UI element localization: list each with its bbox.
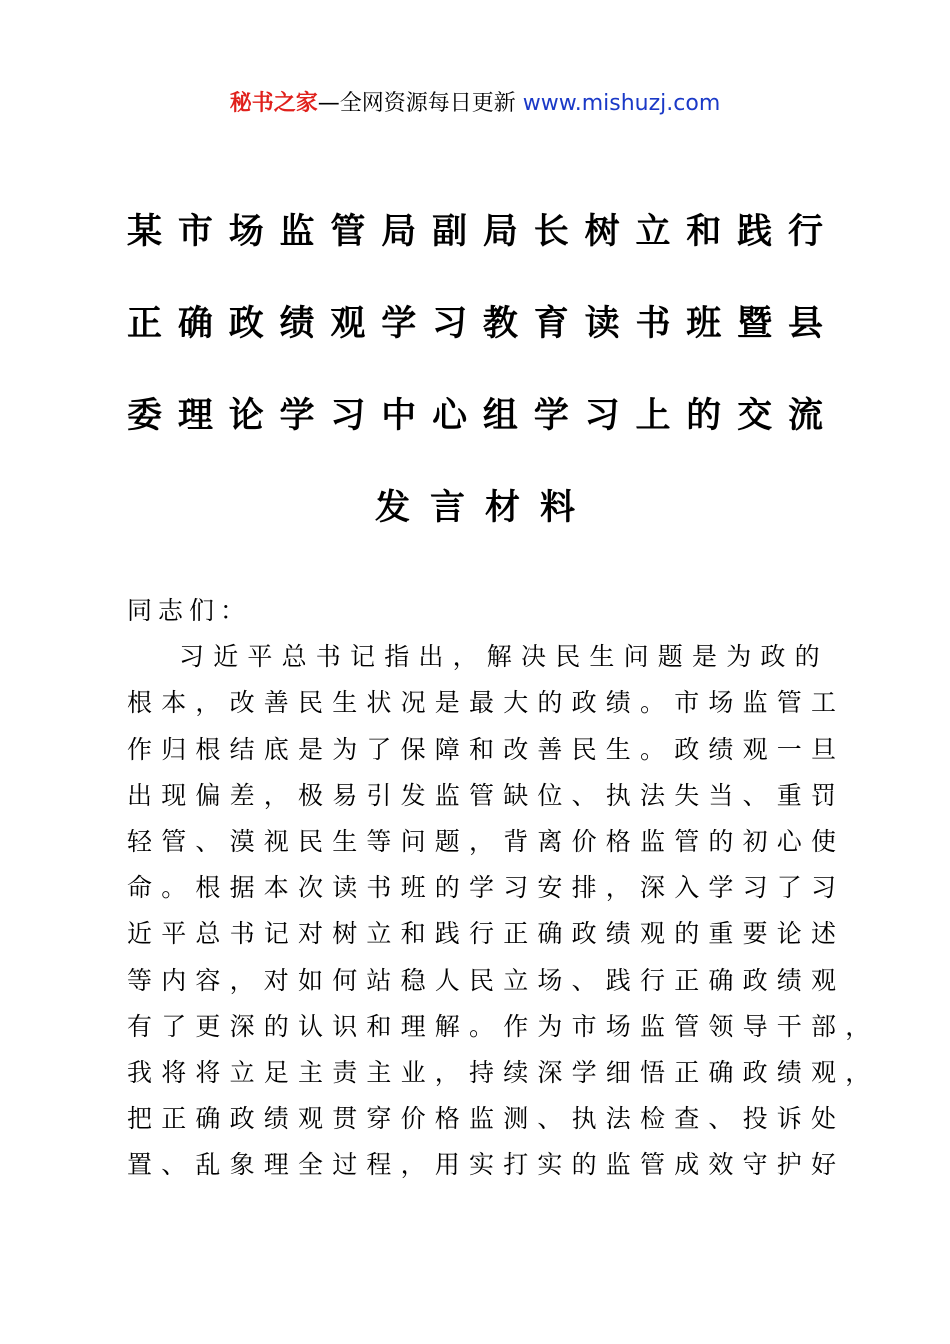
paragraph-line: 出现偏差，极易引发监管缺位、执法失当、重罚 [127,780,846,810]
title-line: 发言材料 [374,488,595,528]
paragraph-line: 轻管、漠视民生等问题，背离价格监管的初心使 [127,827,846,857]
brand-name: 秘书之家 [229,91,318,116]
site-url-link[interactable]: www.mishuzj.com [522,91,721,116]
site-header [0,88,950,120]
paragraph-line: 命。根据本次读书班的学习安排，深入学习了习 [127,873,846,903]
paragraph-line: 置、乱象理全过程，用实打实的监管成效守护好 [127,1150,846,1180]
paragraph-line: 把正确政绩观贯穿价格监测、执法检查、投诉处 [127,1104,846,1134]
paragraph-line: 根本，改善民生状况是最大的政绩。市场监管工 [127,688,846,718]
paragraph-line: 习近平总书记指出，解决民生问题是为政的 [179,642,829,672]
title-line: 正确政绩观学习教育读书班暨县 [127,304,823,344]
paragraph-line: 等内容，对如何站稳人民立场、践行正确政绩观 [127,965,846,995]
header-tagline: —全网资源每日更新 [317,91,523,116]
paragraph-line: 我将将立足主责主业，持续深学细悟正确政绩观， [127,1058,880,1088]
document-title [127,186,823,554]
title-line: 某市场监管局副局长树立和践行 [127,212,823,252]
paragraph-line: 有了更深的认识和理解。作为市场监管领导干部， [127,1011,880,1041]
salutation: 同志们： [127,596,252,625]
paragraph-line: 作归根结底是为了保障和改善民生。政绩观一旦 [127,734,846,764]
title-line: 委理论学习中心组学习上的交流 [127,396,823,436]
paragraph-line: 近平总书记对树立和践行正确政绩观的重要论述 [127,919,846,949]
body-paragraph [127,634,880,1188]
document-body [127,588,880,1189]
